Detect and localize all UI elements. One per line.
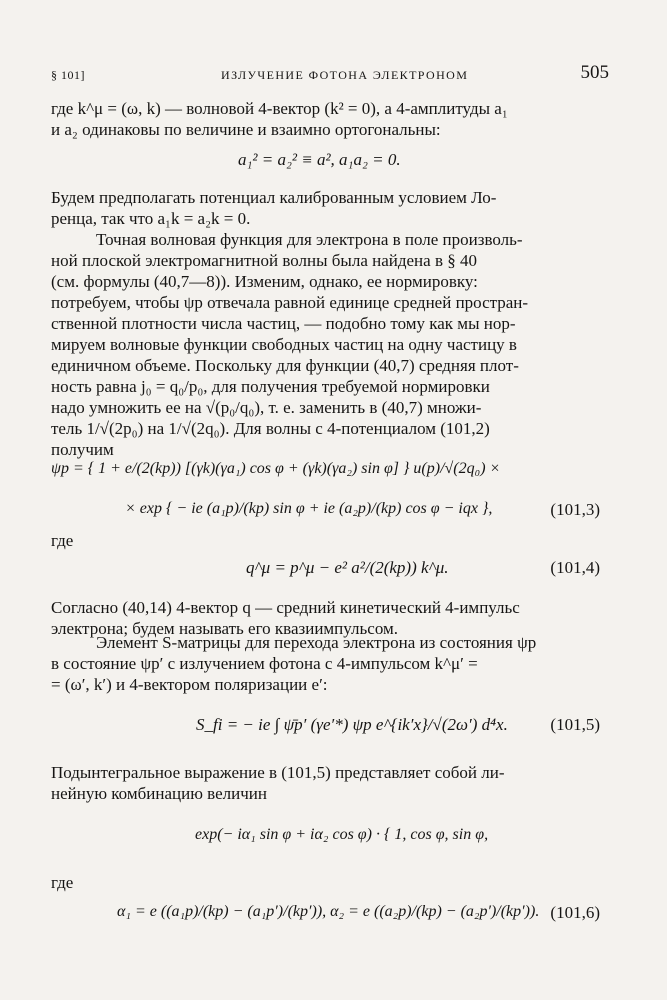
text-line: где k^μ = (ω, k) — волновой 4-вектор (k² = 0), а 4-амплитуды a₁ [51, 99, 508, 118]
text-line: Будем предполагать потенциал калиброванным условием Ло- [51, 188, 497, 207]
text-line: мируем волновые функции свободных частиц на одну частицу в [51, 335, 517, 354]
text-line: где [51, 873, 74, 892]
equation-number: (101,3) [550, 500, 600, 519]
equation-101-5: S_fi = − ie ∫ ψ̄p′ (γe′*) ψp e^{ik′x}/√(2ω′) d⁴x. [196, 715, 508, 734]
text-line: и a₂ одинаковы по величине и взаимно ортогональны: [51, 120, 441, 139]
text-line: ной плоской электромагнитной волны была найдена в § 40 [51, 251, 477, 270]
text-line: ренца, так что a₁k = a₂k = 0. [51, 209, 251, 228]
text-line: Элемент S-матрицы для перехода электрона из состояния ψp [96, 633, 537, 652]
text-line: Точная волновая функция для электрона в поле произволь- [96, 230, 523, 249]
text-line: единичном объеме. Поскольку для функции (40,7) средняя плот- [51, 356, 519, 375]
where-label [51, 872, 601, 893]
equation-101-3-line1: ψp = { 1 + e/(2(kp)) [(γk)(γa₁) cos φ + (γk)(γa₂) sin φ] } u(p)/√(2q₀) × [51, 460, 501, 477]
paragraph-exact-wavefunction [51, 229, 601, 460]
section-number: § 101] [51, 68, 85, 82]
text-line: Согласно (40,14) 4-вектор q — средний кинетический 4-импульс [51, 598, 520, 617]
equation-exp-combination: exp(− iα₁ sin φ + iα₂ cos φ) · { 1, cos φ, sin φ, [195, 826, 489, 843]
paragraph-wave-vector [51, 98, 601, 140]
running-title: ИЗЛУЧЕНИЕ ФОТОНА ЭЛЕКТРОНОМ [221, 68, 469, 82]
equation-amplitudes: a₁² = a₂² ≡ a², a₁a₂ = 0. [238, 150, 401, 169]
text-line: Подынтегральное выражение в (101,5) представляет собой ли- [51, 763, 505, 782]
paragraph-lorentz-gauge [51, 187, 601, 229]
text-line: = (ω′, k′) и 4-вектором поляризации e′: [51, 675, 328, 694]
text-line: ность равна j₀ = q₀/p₀, для получения требуемой нормировки [51, 377, 490, 396]
where-label [51, 530, 601, 551]
paragraph-s-matrix [51, 632, 601, 695]
equation-101-4: q^μ = p^μ − e² a²/(2(kp)) k^μ. [246, 558, 449, 577]
equation-101-6: α₁ = e ((a₁p)/(kp) − (a₁p′)/(kp′)), α₂ = e ((a₂p)/(kp) − (a₂p′)/(kp′)). [117, 903, 540, 920]
text-line: где [51, 531, 74, 550]
text-line: нейную комбинацию величин [51, 784, 267, 803]
text-line: (см. формулы (40,7—8)). Изменим, однако, ее нормировку: [51, 272, 478, 291]
text-line: тель 1/√(2p₀) на 1/√(2q₀). Для волны с 4-потенциалом (101,2) [51, 419, 490, 438]
text-line: надо умножить ее на √(p₀/q₀), т. е. заменить в (40,7) множи- [51, 398, 482, 417]
equation-101-3-line2: × exp { − ie (a₁p)/(kp) sin φ + ie (a₂p)/(kp) cos φ − iqx }, [125, 500, 493, 517]
text-line: получим [51, 440, 114, 459]
equation-number: (101,5) [550, 715, 600, 734]
text-line: в состояние ψp′ с излучением фотона с 4-импульсом k^μ′ = [51, 654, 478, 673]
page-number: 505 [580, 62, 609, 83]
text-line: ственной плотности числа частиц, — подобно тому как мы нор- [51, 314, 516, 333]
equation-number: (101,4) [550, 558, 600, 577]
running-header [51, 60, 609, 88]
equation-number: (101,6) [550, 903, 600, 922]
paragraph-integrand [51, 762, 601, 804]
text-line: потребуем, чтобы ψp отвечала равной единице средней простран- [51, 293, 529, 312]
text-line: электрона; будем называть его квазиимпульсом. [51, 619, 398, 638]
